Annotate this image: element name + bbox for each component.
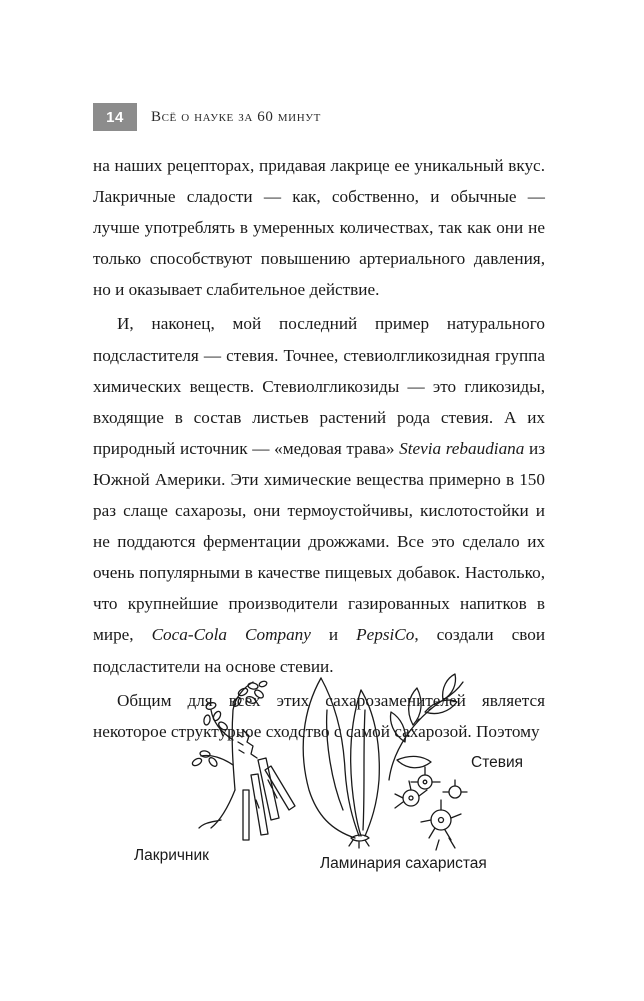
plant-illustration-figure <box>93 670 545 880</box>
paragraph-1: на наших рецепторах, придавая лакрице ее уникальный вкус. Лакричные сладости — как, собственно, и обычные — лучше употреблять в умеренных количествах, так как они не только способствуют повышению артериального давления, но и оказывает слабительное действие. <box>93 156 545 300</box>
company-name-pepsico: PepsiCo <box>356 625 415 645</box>
stevia-drawing <box>389 674 467 850</box>
species-name: Stevia rebaudiana <box>399 438 525 458</box>
body-text <box>93 150 545 747</box>
caption-stevia: Стевия <box>471 754 524 771</box>
paragraph-2-part-c: , создали свои подсластители на основе стевии. <box>93 625 546 676</box>
paragraph-2-part-b: из Южной Америки. Эти химические вещества примерно в 150 раз слаще сахарозы, они термоустойчивы, кислотостойки и не поддаются ферментации дрожжами. Все это сделало их очень популярными в качестве пищевых добавок. Настолько, что крупнейшие производители газированных напитков в мире, <box>93 438 545 645</box>
caption-licorice: Лакричник <box>134 847 209 864</box>
caption-kelp: Ламинария сахаристая <box>320 855 487 872</box>
page-number: 14 <box>93 103 137 131</box>
running-header <box>93 103 321 131</box>
running-title: Всё о науке за 60 минут <box>151 108 321 125</box>
company-name-coca-cola: Coca-Cola Company <box>151 625 311 645</box>
paragraph-3: Общим для всех этих сахарозаменителей является некоторое структурное сходство с самой сахарозой. Поэтому <box>93 690 545 741</box>
kelp-drawing <box>303 678 379 848</box>
paragraph-2-part-a: И, наконец, мой последний пример натурального подсластителя — стевия. Точнее, стевиолгликозидная группа химических веществ. Стевиолгликозиды — это гликозиды, входящие в состав листьев растений рода стевия. А их природный источник — «медовая трава» <box>93 314 545 458</box>
paragraph-2-conjunction: и <box>310 625 357 645</box>
paragraph-2 <box>93 308 545 681</box>
licorice-drawing <box>191 680 295 840</box>
